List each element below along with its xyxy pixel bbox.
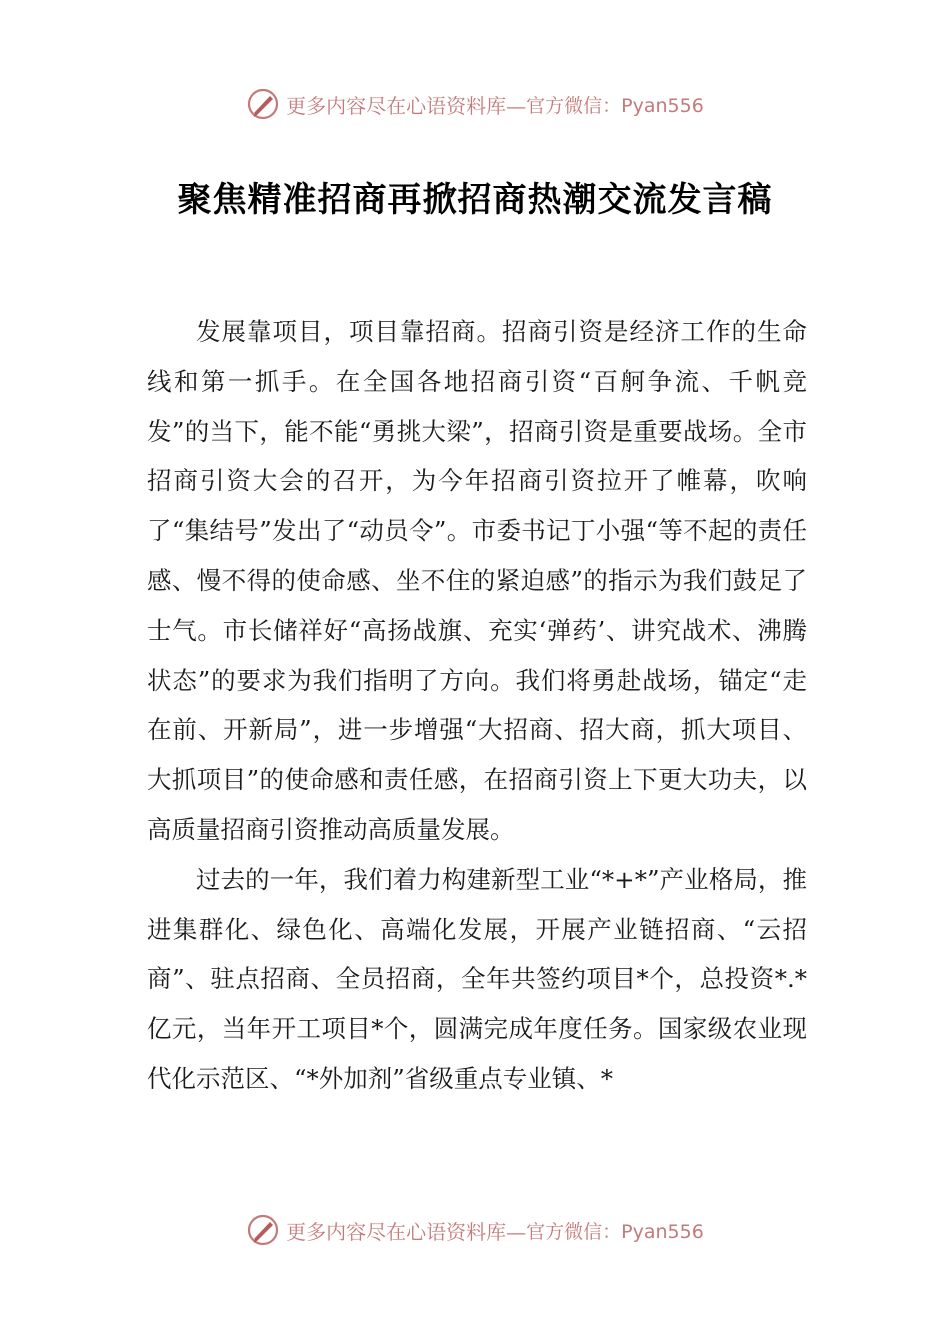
watermark-main-text: 更多内容尽在心语资料库— bbox=[286, 1219, 527, 1244]
watermark-sub-text: 官方微信：Pyan556 bbox=[526, 1220, 704, 1243]
quill-logo-icon bbox=[246, 87, 280, 121]
watermark-main-text: 更多内容尽在心语资料库— bbox=[286, 93, 527, 118]
watermark-banner-top bbox=[0, 82, 950, 126]
watermark-sub-text: 官方微信：Pyan556 bbox=[526, 94, 704, 117]
quill-logo-icon bbox=[246, 1213, 280, 1247]
document-title: 聚焦精准招商再掀招商热潮交流发言稿 bbox=[177, 180, 773, 220]
paragraph: 过去的一年，我们着力构建新型工业“*+*”产业格局，推进集群化、绿色化、高端化发展，开展产业链招商、“云招商”、驻点招商、全员招商，全年共签约项目*个，总投资*.*亿元，当年开工项目*个，圆满完成年度任务。国家级农业现代化示范区、“*外加剂”省级重点专业镇、* bbox=[147, 864, 807, 1093]
watermark-banner-bottom bbox=[0, 1208, 950, 1252]
paragraph: 发展靠项目，项目靠招商。招商引资是经济工作的生命线和第一抓手。在全国各地招商引资“百舸争流、千帆竞发”的当下，能不能“勇挑大梁”，招商引资是重要战场。全市招商引资大会的召开，为今年招商引资拉开了帷幕，吹响了“集结号”发出了“动员令”。市委书记丁小强“等不起的责任感、慢不得的使命感、坐不住的紧迫感”的指示为我们鼓足了士气。市长储祥好“高扬战旗、充实‘弹药’、讲究战术、沸腾状态”的要求为我们指明了方向。我们将勇赴战场，锚定“走在前、开新局”，进一步增强“大招商、招大商，抓大项目、大抓项目”的使命感和责任感，在招商引资上下更大功夫，以高质量招商引资推动高质量发展。 bbox=[147, 317, 807, 844]
document-body bbox=[147, 307, 807, 1104]
